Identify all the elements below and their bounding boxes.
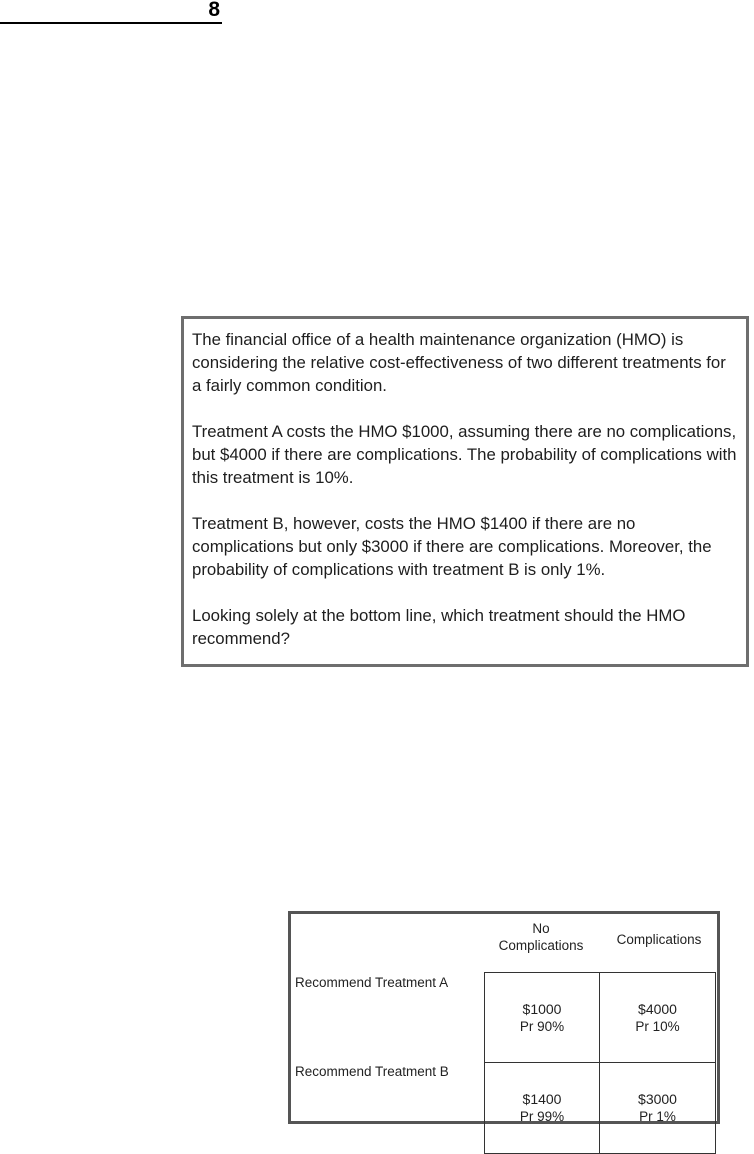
matrix-cell-a-complications [600, 973, 715, 1063]
problem-paragraph-intro: The financial office of a health maintenance organization (HMO) is considering the relative cost-effectiveness of two different treatments for a fairly common condition. [192, 330, 726, 395]
cell-probability: Pr 99% [519, 1109, 565, 1124]
row-label-treatment-a: Recommend Treatment A [295, 975, 449, 990]
decision-matrix [288, 911, 720, 1124]
row-label-treatment-b: Recommend Treatment B [295, 1064, 449, 1079]
cell-amount: $1400 [522, 1091, 562, 1107]
column-header-line: Complications [616, 932, 702, 947]
cell-amount: $3000 [638, 1091, 677, 1107]
column-header-complications [601, 931, 717, 948]
cell-probability: Pr 10% [635, 1018, 680, 1034]
matrix-cell-b-no-complications [485, 1063, 600, 1153]
problem-paragraph-question: Looking solely at the bottom line, which treatment should the HMO recommend? [192, 606, 686, 648]
cell-amount: $1000 [522, 1000, 562, 1017]
problem-paragraph-treatment-b: Treatment B, however, costs the HMO $1400 if there are no complications but only $3000 if there are complications. Moreover, the probability of complications with treatment B is only 1%. [192, 514, 712, 579]
cell-probability: Pr 1% [639, 1109, 676, 1124]
page-header [0, 0, 222, 24]
column-header-line: No [532, 921, 550, 936]
problem-paragraph-treatment-a: Treatment A costs the HMO $1000, assuming there are no complications, but $4000 if there are complications. The probability of complications with this treatment is 10%. [192, 422, 737, 487]
matrix-grid [484, 972, 716, 1154]
matrix-cell-a-no-complications [485, 973, 600, 1063]
cell-probability: Pr 90% [519, 1018, 565, 1034]
matrix-cell-b-complications [600, 1063, 715, 1153]
problem-statement-box [181, 316, 749, 667]
column-header-line: Complications [498, 938, 584, 953]
cell-amount: $4000 [638, 1000, 677, 1017]
page-number: 8 [208, 0, 220, 21]
column-header-no-complications [484, 920, 598, 954]
